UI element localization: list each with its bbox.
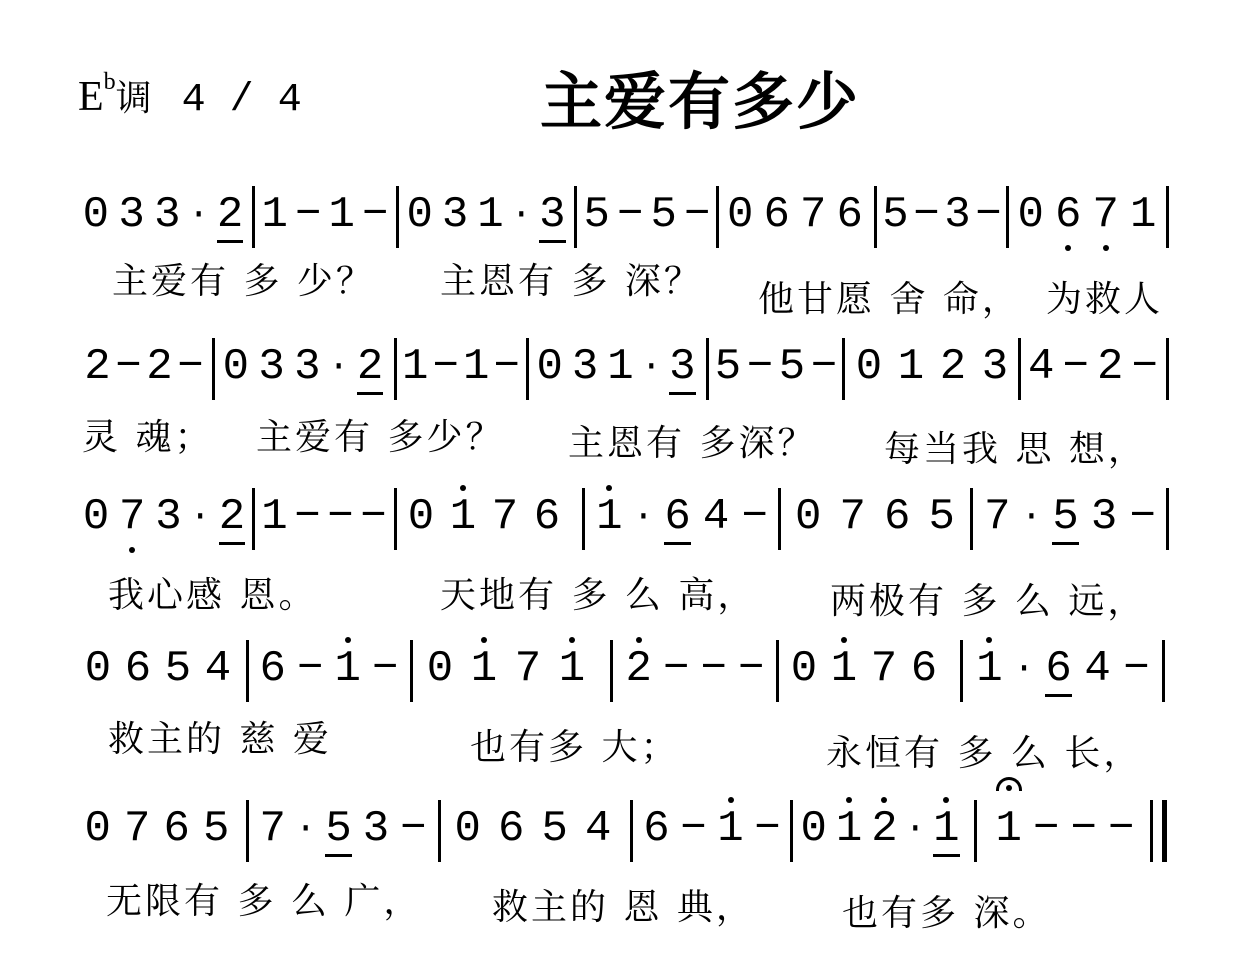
measure: 0 1 7 6	[790, 644, 938, 694]
measure: 0 3 1 · 3	[536, 342, 696, 392]
bar-line	[246, 800, 249, 862]
measure: 2 − 2 −	[84, 342, 204, 392]
measure: 7 · 5 3 −	[984, 492, 1156, 542]
measure: 1 · 6 4 −	[976, 644, 1150, 694]
measure: 1 − − −	[261, 492, 387, 542]
bar-line	[610, 640, 613, 702]
measure: 0 7 3 · 2	[82, 492, 246, 542]
bar-line	[960, 640, 963, 702]
bar-line	[970, 488, 973, 550]
lyric-phrase: 救主的 恩 典，	[492, 887, 755, 928]
bar-line	[212, 338, 215, 400]
measure: 7 · 5 3 −	[259, 804, 427, 854]
bar-line	[630, 800, 633, 862]
measure: 1 − − −	[990, 800, 1140, 858]
measure: 0 1 2 · 1	[800, 804, 960, 854]
measure: 0 1 2 3	[855, 342, 1009, 392]
key-flat: b	[103, 69, 116, 95]
bar-line	[252, 488, 255, 550]
measure: 0 6 5 4	[454, 804, 612, 854]
measure: 0 3 3 · 2	[222, 342, 384, 392]
measure: 0 6 7 6	[727, 190, 863, 240]
final-bar-thin	[1150, 800, 1153, 862]
measure: 0 1 7 6	[407, 492, 561, 542]
measure: 5 − 5 −	[714, 342, 838, 392]
final-bar-thick	[1162, 800, 1167, 862]
measure: 0 3 3 · 2	[82, 190, 244, 240]
measure: 0 1 7 1	[426, 644, 586, 694]
measure: 2 − − −	[625, 644, 765, 694]
measure: 0 6 5 4	[84, 644, 232, 694]
lyric-phrase: 主爱有 多 少？	[112, 261, 375, 302]
bar-line	[396, 186, 399, 248]
time-signature: 4 / 4	[181, 78, 302, 123]
measure: 1 · 6 4 −	[596, 492, 768, 542]
lyric-phrase: 也有多 深。	[842, 893, 1052, 934]
lyric-phrase: 为救人	[1046, 279, 1164, 320]
fermata-note: 1	[994, 807, 1024, 851]
measure: 5 − 5 −	[583, 190, 711, 240]
lyric-phrase: 天地有 多 么 高，	[440, 575, 757, 616]
bar-line	[776, 640, 779, 702]
bar-line	[574, 186, 577, 248]
bar-line	[438, 800, 441, 862]
bar-line	[252, 186, 255, 248]
measure: 5 − 3 −	[882, 190, 1002, 240]
bar-line	[790, 800, 793, 862]
bar-line	[526, 338, 529, 400]
measure: 0 7 6 5	[84, 804, 230, 854]
lyric-phrase: 他甘愿 舍 命，	[758, 279, 1021, 320]
bar-line	[394, 338, 397, 400]
lyric-phrase: 主恩有 多 深？	[440, 261, 703, 302]
measure: 0 3 1 · 3	[406, 190, 566, 240]
measure: 1 − 1 −	[261, 190, 389, 240]
measure: 4 − 2 −	[1028, 342, 1158, 392]
bar-line	[394, 488, 397, 550]
lyric-phrase: 我心感 恩。	[108, 575, 318, 616]
key-signature	[78, 69, 302, 123]
lyric-phrase: 也有多 大；	[470, 727, 680, 768]
lyric-phrase: 救主的 慈 爱	[108, 719, 332, 760]
bar-line	[582, 488, 585, 550]
lyric-phrase: 每当我 思 想，	[884, 429, 1147, 470]
bar-line	[1166, 488, 1169, 550]
lyric-phrase: 无限有 多 么 广，	[106, 881, 423, 922]
bar-line	[1162, 640, 1165, 702]
lyric-phrase: 灵 魂；	[82, 417, 214, 458]
bar-line	[874, 186, 877, 248]
measure: 6 − 1 −	[259, 644, 399, 694]
key-word: 调	[115, 78, 152, 119]
bar-line	[1018, 338, 1021, 400]
measure: 0 7 6 5	[795, 492, 955, 542]
lyric-phrase: 两极有 多 么 远，	[830, 581, 1147, 622]
bar-line	[1006, 186, 1009, 248]
measure: 6 − 1 −	[643, 804, 781, 854]
bar-line	[716, 186, 719, 248]
bar-line	[1166, 338, 1169, 400]
song-title: 主爱有多少	[540, 65, 861, 138]
bar-line	[842, 338, 845, 400]
bar-line	[778, 488, 781, 550]
bar-line	[1166, 186, 1169, 248]
lyric-phrase: 永恒有 多 么 长，	[826, 733, 1143, 774]
lyric-phrase: 主恩有 多深？	[568, 423, 817, 464]
key-letter: E	[78, 74, 104, 120]
bar-line	[974, 800, 977, 862]
lyric-phrase: 主爱有 多少？	[256, 417, 505, 458]
bar-line	[706, 338, 709, 400]
measure: 1 − 1 −	[402, 342, 520, 392]
bar-line	[246, 640, 249, 702]
measure: 0 6 7 1	[1017, 190, 1157, 240]
bar-line	[410, 640, 413, 702]
